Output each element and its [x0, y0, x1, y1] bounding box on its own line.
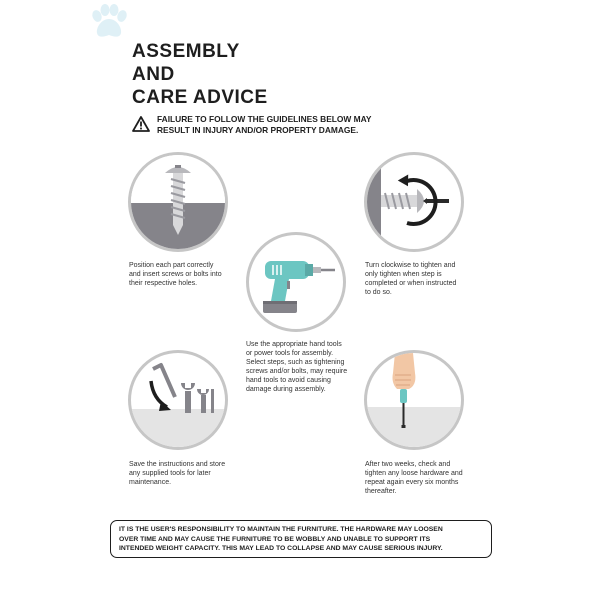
title-line: AND: [132, 64, 175, 85]
notice-line: IT IS THE USER'S RESPONSIBILITY TO MAINTAIN THE FURNITURE. THE HARDWARE MAY LOOSEN: [119, 526, 443, 533]
page-title: [132, 40, 268, 109]
title-line: ASSEMBLY: [132, 41, 240, 62]
caption-line: any supplied tools for later: [129, 470, 211, 477]
step-2-caption: [246, 340, 362, 394]
caption-line: only tighten when step is: [365, 271, 442, 278]
step-3-illustration: [364, 152, 464, 252]
caption-line: hand tools to avoid causing: [246, 377, 331, 384]
caption-line: maintenance.: [129, 479, 172, 486]
caption-line: Save the instructions and store: [129, 461, 226, 468]
step-3-caption: [365, 261, 483, 297]
warning-text: [157, 114, 427, 136]
caption-line: or power tools for assembly.: [246, 350, 334, 357]
caption-line: Use the appropriate hand tools: [246, 341, 342, 348]
caption-line: Position each part correctly: [129, 262, 214, 269]
warning-line: RESULT IN INJURY AND/OR PROPERTY DAMAGE.: [157, 125, 359, 135]
caption-line: tighten any loose hardware and: [365, 470, 463, 477]
step-5-caption: [365, 460, 483, 496]
power-drill-icon: [249, 235, 343, 329]
hand-screwdriver-icon: [367, 353, 461, 447]
rotate-screwdriver-icon: [367, 155, 461, 249]
caption-line: to do so.: [365, 289, 392, 296]
caption-line: Turn clockwise to tighten and: [365, 262, 456, 269]
caption-line: completed or when instructed: [365, 280, 457, 287]
caption-line: After two weeks, check and: [365, 461, 451, 468]
caption-line: their respective holes.: [129, 280, 198, 287]
caption-line: and insert screws or bolts into: [129, 271, 222, 278]
caption-line: repeat again every six months: [365, 479, 459, 486]
paw-logo-icon: [88, 4, 130, 42]
screw-icon: [131, 155, 225, 249]
caption-line: Select steps, such as tightening: [246, 359, 345, 366]
step-1-illustration: [128, 152, 228, 252]
step-5-illustration: [364, 350, 464, 450]
caption-line: screws and/or bolts, may require: [246, 368, 348, 375]
step-1-caption: [129, 261, 247, 288]
responsibility-notice: [110, 520, 492, 558]
step-2-illustration: [246, 232, 346, 332]
notice-line: OVER TIME AND MAY CAUSE THE FURNITURE TO BE WOBBLY AND UNABLE TO SUPPORT ITS: [119, 535, 431, 543]
caption-line: damage during assembly.: [246, 386, 326, 393]
caption-line: thereafter.: [365, 488, 397, 495]
step-4-illustration: [128, 350, 228, 450]
step-4-caption: [129, 460, 247, 487]
notice-line: INTENDED WEIGHT CAPACITY. THIS MAY LEAD TO COLLAPSE AND MAY CAUSE SERIOUS INJURY.: [119, 545, 443, 552]
warning-line: FAILURE TO FOLLOW THE GUIDELINES BELOW MAY: [157, 114, 372, 124]
tools-storage-icon: [131, 353, 225, 447]
warning-triangle-icon: [132, 116, 150, 132]
title-line: CARE ADVICE: [132, 87, 268, 108]
